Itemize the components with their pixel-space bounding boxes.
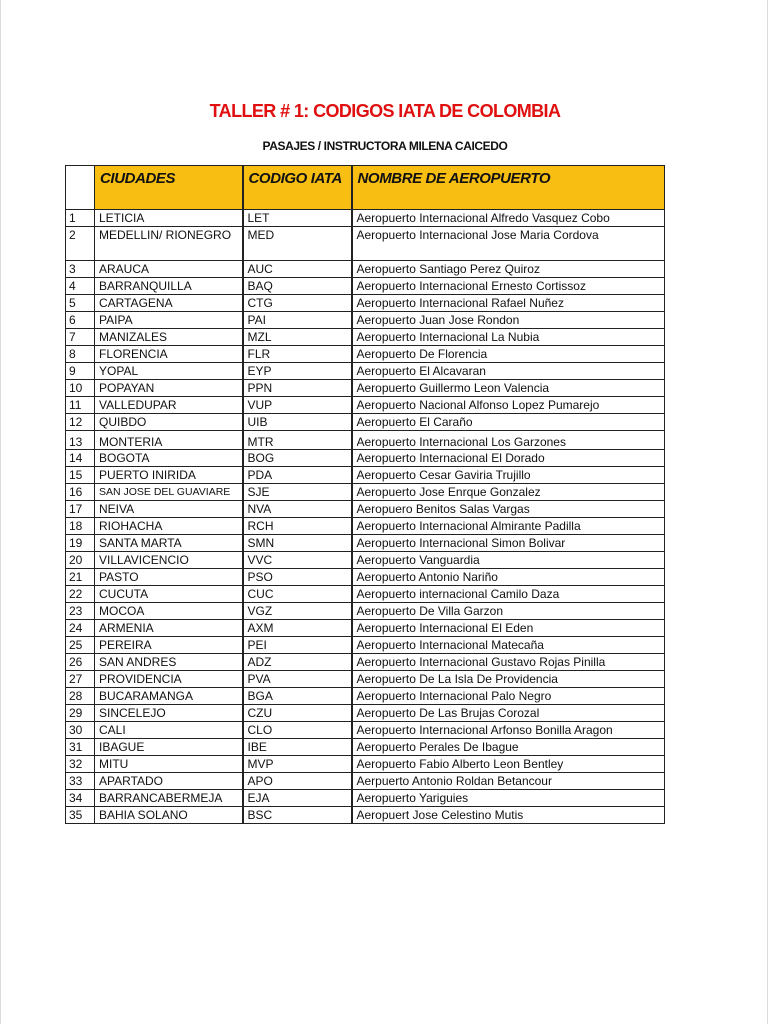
airport-name-cell: Aeropuerto El Alcavaran	[352, 363, 665, 380]
row-number: 18	[66, 518, 95, 535]
table-row	[66, 346, 665, 363]
header-iata-code: CODIGO IATA	[243, 166, 352, 210]
row-number: 30	[66, 722, 95, 739]
iata-code-cell: CUC	[243, 586, 352, 603]
city-cell: ARAUCA	[95, 261, 243, 278]
city-cell: SANTA MARTA	[95, 535, 243, 552]
city-cell: NEIVA	[95, 501, 243, 518]
row-number: 13	[66, 431, 95, 450]
row-number: 4	[66, 278, 95, 295]
airport-name-cell: Aeropuerto Internacional Palo Negro	[352, 688, 665, 705]
airport-name-cell: Aeropuerto Internacional Ernesto Cortissoz	[352, 278, 665, 295]
row-number: 8	[66, 346, 95, 363]
table-row	[66, 807, 665, 824]
iata-code-cell: LET	[243, 210, 352, 227]
city-cell: PAIPA	[95, 312, 243, 329]
city-cell: PEREIRA	[95, 637, 243, 654]
row-number: 19	[66, 535, 95, 552]
city-cell: PROVIDENCIA	[95, 671, 243, 688]
table-row	[66, 261, 665, 278]
city-cell: YOPAL	[95, 363, 243, 380]
airport-name-cell: Aeropuerto Nacional Alfonso Lopez Pumarejo	[352, 397, 665, 414]
row-number: 29	[66, 705, 95, 722]
city-cell: VALLEDUPAR	[95, 397, 243, 414]
document-subtitle: PASAJES / INSTRUCTORA MILENA CAICEDO	[262, 139, 508, 153]
iata-code-cell: BAQ	[243, 278, 352, 295]
iata-code-cell: VUP	[243, 397, 352, 414]
city-cell: SINCELEJO	[95, 705, 243, 722]
airport-name-cell: Aeropuerto De Villa Garzon	[352, 603, 665, 620]
table-row	[66, 569, 665, 586]
table-row	[66, 414, 665, 431]
iata-code-cell: CZU	[243, 705, 352, 722]
airport-name-cell: Aeropuerto El Caraño	[352, 414, 665, 431]
header-number	[66, 166, 95, 210]
iata-code-cell: RCH	[243, 518, 352, 535]
city-cell: POPAYAN	[95, 380, 243, 397]
iata-code-cell: PPN	[243, 380, 352, 397]
iata-codes-table	[65, 165, 665, 824]
table-row	[66, 501, 665, 518]
row-number: 23	[66, 603, 95, 620]
airport-name-cell: Aeropuerto Internacional Arfonso Bonilla Aragon	[352, 722, 665, 739]
iata-code-cell: UIB	[243, 414, 352, 431]
table-row	[66, 722, 665, 739]
row-number: 28	[66, 688, 95, 705]
airport-name-cell: Aeropuerto Juan Jose Rondon	[352, 312, 665, 329]
row-number: 33	[66, 773, 95, 790]
city-cell: MONTERIA	[95, 431, 243, 450]
iata-code-cell: CTG	[243, 295, 352, 312]
city-cell: SAN JOSE DEL GUAVIARE	[95, 484, 243, 501]
table-row	[66, 227, 665, 261]
airport-name-cell: Aeropuert Jose Celestino Mutis	[352, 807, 665, 824]
iata-code-cell: AUC	[243, 261, 352, 278]
airport-name-cell: Aeropuerto Internacional Simon Bolivar	[352, 535, 665, 552]
iata-code-cell: BSC	[243, 807, 352, 824]
iata-code-cell: VVC	[243, 552, 352, 569]
row-number: 35	[66, 807, 95, 824]
airport-name-cell: Aeropuerto De La Isla De Providencia	[352, 671, 665, 688]
airport-name-cell: Aeropuero Benitos Salas Vargas	[352, 501, 665, 518]
iata-code-cell: FLR	[243, 346, 352, 363]
table-row	[66, 210, 665, 227]
airport-name-cell: Aeropuerto Yariguies	[352, 790, 665, 807]
table-row	[66, 518, 665, 535]
iata-code-cell: ADZ	[243, 654, 352, 671]
row-number: 9	[66, 363, 95, 380]
header-cities: CIUDADES	[95, 166, 243, 210]
row-number: 6	[66, 312, 95, 329]
iata-code-cell: BGA	[243, 688, 352, 705]
city-cell: CARTAGENA	[95, 295, 243, 312]
table-row	[66, 278, 665, 295]
airport-name-cell: Aeropuerto Internacional Alfredo Vasquez Cobo	[352, 210, 665, 227]
city-cell: MITU	[95, 756, 243, 773]
iata-code-cell: APO	[243, 773, 352, 790]
row-number: 22	[66, 586, 95, 603]
airport-name-cell: Aeropuerto Internacional Los Garzones	[352, 431, 665, 450]
iata-code-cell: BOG	[243, 450, 352, 467]
table-row	[66, 295, 665, 312]
city-cell: PASTO	[95, 569, 243, 586]
table-row	[66, 586, 665, 603]
city-cell: BOGOTA	[95, 450, 243, 467]
row-number: 14	[66, 450, 95, 467]
table-row	[66, 688, 665, 705]
airport-name-cell: Aeropuerto De Las Brujas Corozal	[352, 705, 665, 722]
city-cell: APARTADO	[95, 773, 243, 790]
iata-code-cell: SMN	[243, 535, 352, 552]
city-cell: BARRANQUILLA	[95, 278, 243, 295]
iata-code-cell: EJA	[243, 790, 352, 807]
city-cell: MEDELLIN/ RIONEGRO	[95, 227, 243, 261]
airport-name-cell: Aeropuerto Internacional Almirante Padilla	[352, 518, 665, 535]
row-number: 2	[66, 227, 95, 261]
iata-code-cell: NVA	[243, 501, 352, 518]
row-number: 5	[66, 295, 95, 312]
table-row	[66, 773, 665, 790]
row-number: 15	[66, 467, 95, 484]
row-number: 10	[66, 380, 95, 397]
airport-name-cell: Aeropuerto Internacional El Eden	[352, 620, 665, 637]
row-number: 24	[66, 620, 95, 637]
city-cell: MOCOA	[95, 603, 243, 620]
table-row	[66, 637, 665, 654]
table-row	[66, 705, 665, 722]
iata-code-cell: MTR	[243, 431, 352, 450]
table-row	[66, 363, 665, 380]
table-row	[66, 756, 665, 773]
row-number: 21	[66, 569, 95, 586]
airport-name-cell: Aeropuerto Internacional Matecaña	[352, 637, 665, 654]
airport-name-cell: Aeropuerto Internacional El Dorado	[352, 450, 665, 467]
city-cell: BUCARAMANGA	[95, 688, 243, 705]
city-cell: BAHIA SOLANO	[95, 807, 243, 824]
iata-code-cell: CLO	[243, 722, 352, 739]
city-cell: VILLAVICENCIO	[95, 552, 243, 569]
table-row	[66, 484, 665, 501]
iata-code-cell: PSO	[243, 569, 352, 586]
row-number: 26	[66, 654, 95, 671]
table-row	[66, 397, 665, 414]
city-cell: IBAGUE	[95, 739, 243, 756]
row-number: 17	[66, 501, 95, 518]
airport-name-cell: Aeropuerto internacional Camilo Daza	[352, 586, 665, 603]
table-row	[66, 671, 665, 688]
row-number: 32	[66, 756, 95, 773]
city-cell: CALI	[95, 722, 243, 739]
city-cell: RIOHACHA	[95, 518, 243, 535]
city-cell: MANIZALES	[95, 329, 243, 346]
table-row	[66, 467, 665, 484]
table-row	[66, 431, 665, 450]
row-number: 34	[66, 790, 95, 807]
table-row	[66, 654, 665, 671]
city-cell: PUERTO INIRIDA	[95, 467, 243, 484]
airport-name-cell: Aerpuerto Antonio Roldan Betancour	[352, 773, 665, 790]
header-airport-name: NOMBRE DE AEROPUERTO	[352, 166, 665, 210]
airport-name-cell: Aeropuerto Fabio Alberto Leon Bentley	[352, 756, 665, 773]
row-number: 27	[66, 671, 95, 688]
table-row	[66, 450, 665, 467]
airport-name-cell: Aeropuerto Perales De Ibague	[352, 739, 665, 756]
table-row	[66, 620, 665, 637]
iata-code-cell: MVP	[243, 756, 352, 773]
iata-code-cell: SJE	[243, 484, 352, 501]
table-body	[66, 210, 665, 824]
table-row	[66, 329, 665, 346]
iata-code-cell: PEI	[243, 637, 352, 654]
row-number: 11	[66, 397, 95, 414]
city-cell: FLORENCIA	[95, 346, 243, 363]
iata-code-cell: AXM	[243, 620, 352, 637]
document-title: TALLER # 1: CODIGOS IATA DE COLOMBIA	[209, 101, 561, 121]
table-row	[66, 535, 665, 552]
table-row	[66, 380, 665, 397]
iata-code-cell: EYP	[243, 363, 352, 380]
row-number: 20	[66, 552, 95, 569]
row-number: 1	[66, 210, 95, 227]
table-row	[66, 790, 665, 807]
table-header-row	[66, 166, 665, 210]
row-number: 12	[66, 414, 95, 431]
airport-name-cell: Aeropuerto Santiago Perez Quiroz	[352, 261, 665, 278]
table-row	[66, 552, 665, 569]
row-number: 3	[66, 261, 95, 278]
city-cell: SAN ANDRES	[95, 654, 243, 671]
city-cell: LETICIA	[95, 210, 243, 227]
airport-name-cell: Aeropuerto Guillermo Leon Valencia	[352, 380, 665, 397]
row-number: 31	[66, 739, 95, 756]
airport-name-cell: Aeropuerto Internacional Jose Maria Cordova	[352, 227, 665, 261]
row-number: 25	[66, 637, 95, 654]
city-cell: CUCUTA	[95, 586, 243, 603]
airport-name-cell: Aeropuerto Antonio Nariño	[352, 569, 665, 586]
row-number: 16	[66, 484, 95, 501]
airport-name-cell: Aeropuerto Internacional Rafael Nuñez	[352, 295, 665, 312]
iata-code-cell: PAI	[243, 312, 352, 329]
iata-code-cell: PDA	[243, 467, 352, 484]
iata-code-cell: VGZ	[243, 603, 352, 620]
table-row	[66, 312, 665, 329]
table-row	[66, 603, 665, 620]
row-number: 7	[66, 329, 95, 346]
city-cell: QUIBDO	[95, 414, 243, 431]
iata-code-cell: IBE	[243, 739, 352, 756]
airport-name-cell: Aeropuerto Cesar Gaviria Trujillo	[352, 467, 665, 484]
iata-code-cell: PVA	[243, 671, 352, 688]
iata-code-cell: MED	[243, 227, 352, 261]
airport-name-cell: Aeropuerto Jose Enrque Gonzalez	[352, 484, 665, 501]
airport-name-cell: Aeropuerto De Florencia	[352, 346, 665, 363]
city-cell: BARRANCABERMEJA	[95, 790, 243, 807]
city-cell: ARMENIA	[95, 620, 243, 637]
table-row	[66, 739, 665, 756]
airport-name-cell: Aeropuerto Internacional Gustavo Rojas Pinilla	[352, 654, 665, 671]
airport-name-cell: Aeropuerto Internacional La Nubia	[352, 329, 665, 346]
airport-name-cell: Aeropuerto Vanguardia	[352, 552, 665, 569]
iata-code-cell: MZL	[243, 329, 352, 346]
